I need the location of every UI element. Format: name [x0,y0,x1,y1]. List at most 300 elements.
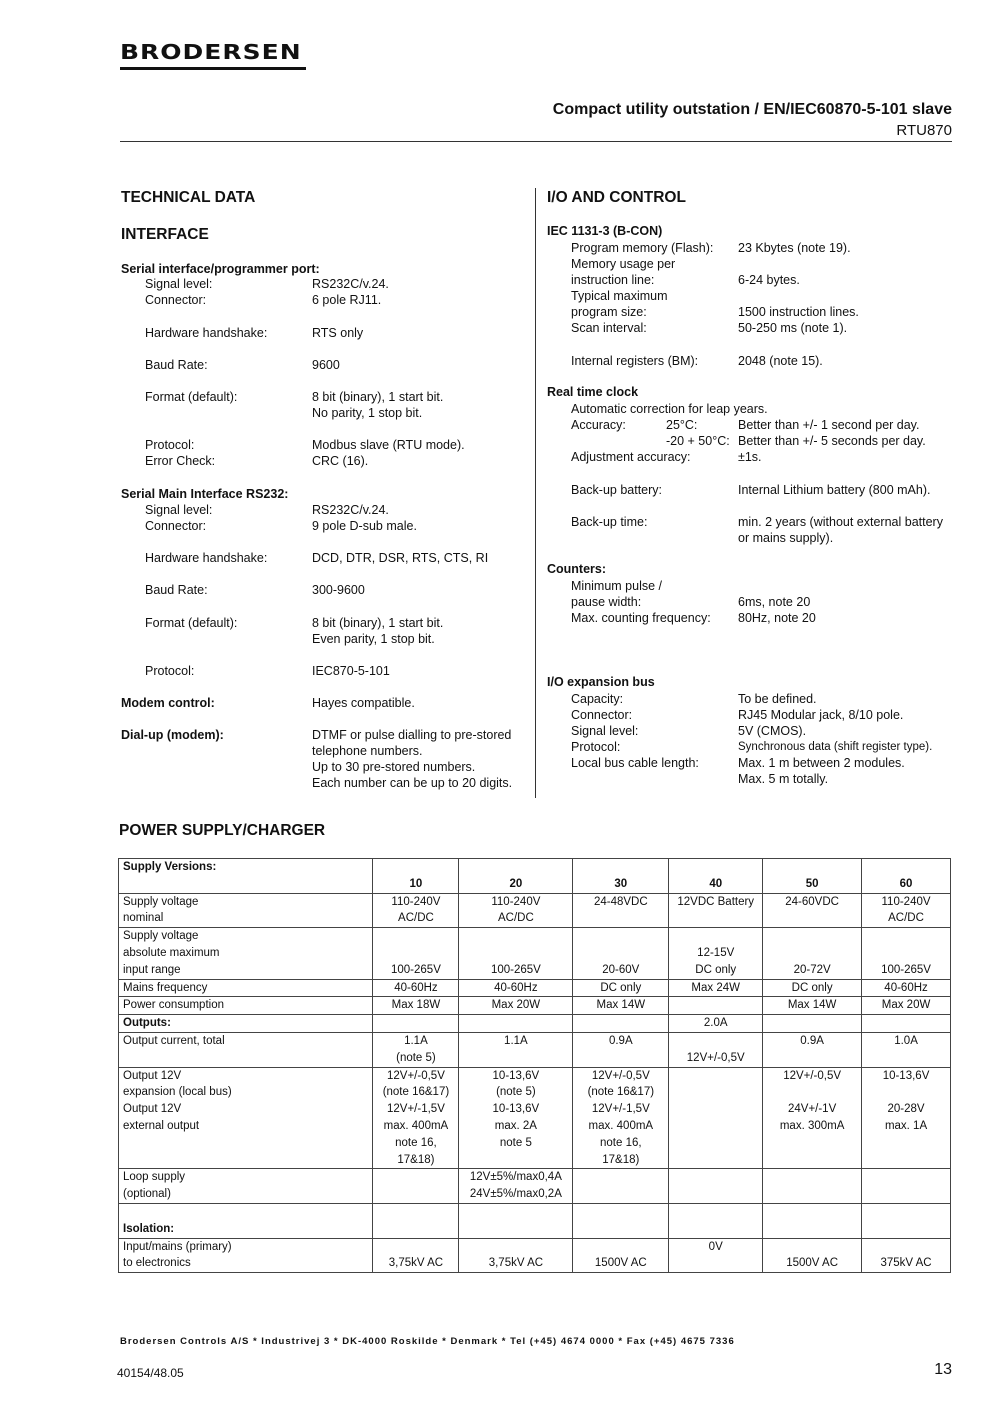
section-heading-technical-data: TECHNICAL DATA [121,189,256,206]
cell-line: 24V±5%/max0,2A [469,1188,562,1201]
spec-value: 2048 (note 15). [738,354,823,368]
cell-line: 20-72V [793,963,831,976]
cell-line [463,928,568,945]
table-cell [763,1015,862,1033]
version-column-header [573,859,669,894]
cell-line: 1.0A [894,1034,918,1047]
spec-label: pause width: [571,595,642,609]
cell-line: 24-48VDC [593,895,648,908]
cell-line [673,1204,758,1221]
cell-line: (note 5) [396,1051,436,1064]
cell-line: DC only [600,981,642,994]
cell-line [673,928,758,945]
cell-line: expansion (local bus) [123,1086,232,1099]
table-cell [373,1015,459,1033]
spec-label: Connector: [145,293,207,307]
table-cell [573,1169,669,1204]
spec-label: Internal registers (BM): [571,354,699,368]
table-cell [373,893,459,928]
cell-line [673,997,758,1014]
table-cell [669,997,763,1015]
row-label [119,1067,373,1169]
spec-label: Connector: [145,519,207,533]
cell-line: Max 18W [391,999,441,1012]
table-row [119,1169,951,1204]
spec-label: program size: [571,305,647,319]
table-cell [763,1238,862,1273]
cell-line: max. 400mA [383,1119,449,1132]
spec-value: IEC870-5-101 [312,664,390,678]
subheading-io-expansion-bus: I/O expansion bus [547,675,655,689]
cell-line: 17&18) [602,1153,640,1166]
spec-value: 1500 instruction lines. [738,305,859,319]
cell-line: 1.1A [504,1034,528,1047]
row-label [119,1169,373,1204]
cell-line: Max 24W [691,981,740,994]
table-cell [459,1169,573,1204]
page-number: 13 [934,1361,952,1378]
table-cell [573,1238,669,1273]
table-row [119,1015,951,1033]
cell-line: 100-265V [490,963,541,976]
cell-line [377,1169,454,1186]
table-cell [763,893,862,928]
section-heading-interface: INTERFACE [121,226,209,243]
spec-value: Modbus slave (RTU mode). [312,438,465,452]
cell-line: 0.9A [608,1034,633,1047]
table-row [119,893,951,928]
cell-line: 12V+/-0,5V [686,1051,745,1064]
cell-line [767,928,857,945]
spec-value: 300-9600 [312,583,365,597]
table-row [119,997,951,1015]
spec-label: Baud Rate: [145,583,208,597]
version-number: 10 [409,877,423,890]
spec-label: Error Check: [145,454,216,468]
cell-line: 10-13,6V [492,1069,540,1082]
cell-line [463,1204,568,1221]
table-cell [459,893,573,928]
spec-label: Protocol: [571,740,621,754]
table-cell [669,1238,763,1273]
company-logo: BRODERSEN [120,40,302,64]
cell-line [673,1255,758,1272]
spec-label: Hardware handshake: [145,326,268,340]
cell-line: Output 12V [123,1103,182,1116]
cell-line: 100-265V [391,963,441,976]
cell-line [767,1169,857,1186]
version-column-header [862,859,951,894]
table-cell [763,979,862,997]
version-column-header [763,859,862,894]
cell-line: 0V [708,1240,723,1253]
table-cell [669,1067,763,1169]
cell-line [577,1169,664,1186]
accuracy-temp: -20 + 50°C: [666,434,730,448]
table-cell [459,1203,573,1238]
cell-line: 20-28V [887,1103,925,1116]
document-title: Compact utility outstation / EN/IEC60870-5-101 slave [552,101,952,118]
cell-line [866,1169,946,1186]
cell-line: 1.1A [404,1034,428,1047]
cell-line: (note 16&17) [382,1086,450,1099]
modem-control-value: Hayes compatible. [312,696,415,710]
table-cell [459,1032,573,1067]
spec-value: Max. 5 m totally. [738,772,829,786]
cell-line: 40-60Hz [494,981,538,994]
table-cell [459,1067,573,1169]
dialup-label: Dial-up (modem): [121,728,224,742]
table-row [119,1067,951,1169]
cell-line: Max 14W [596,999,646,1012]
dialup-line: telephone numbers. [312,744,423,758]
spec-label: Format (default): [145,616,238,630]
cell-line: 375kV AC [880,1257,932,1270]
cell-line: max. 300mA [779,1119,845,1132]
subheading-real-time-clock: Real time clock [547,385,639,399]
cell-line: 12V±5%/max0,4A [469,1171,562,1184]
cell-line [767,945,857,962]
spec-value: CRC (16). [312,454,369,468]
cell-line: AC/DC [497,912,534,925]
table-row [119,979,951,997]
cell-line: to electronics [123,1257,191,1270]
cell-line [866,1239,946,1256]
spec-value: RS232C/v.24. [312,503,389,517]
row-label [119,928,373,979]
spec-value: 5V (CMOS). [738,724,807,738]
table-cell [669,979,763,997]
table-cell [373,979,459,997]
spec-value: 50-250 ms (note 1). [738,321,848,335]
spec-value: Internal Lithium battery (800 mAh). [738,483,931,497]
product-code: RTU870 [896,122,952,139]
spec-value: ±1s. [738,450,762,464]
table-cell [669,1015,763,1033]
cell-line: (note 5) [496,1086,536,1099]
table-cell [862,1032,951,1067]
cell-line: 12V+/-1,5V [591,1103,650,1116]
table-cell [763,1169,862,1204]
subheading-counters: Counters: [547,562,607,576]
table-cell [573,1203,669,1238]
spec-label: Protocol: [145,438,195,452]
version-column-header [669,859,763,894]
table-header-row [119,859,951,894]
table-cell [573,1032,669,1067]
cell-line: Max 20W [491,999,541,1012]
table-cell [669,893,763,928]
cell-line: 110-240V [491,895,541,908]
cell-line: (note 16&17) [587,1086,655,1099]
cell-line: Input/mains (primary) [123,1240,232,1253]
cell-line [377,1015,454,1032]
modem-control-label: Modem control: [121,696,215,710]
cell-line: 12VDC Battery [677,895,755,908]
cell-line: 17&18) [397,1153,435,1166]
table-cell [862,979,951,997]
cell-line: 10-13,6V [882,1069,930,1082]
spec-value: No parity, 1 stop bit. [312,406,423,420]
spec-value: 9 pole D-sub male. [312,519,417,533]
table-row [119,1238,951,1273]
subheading-serial-main-interface: Serial Main Interface RS232: [121,487,289,501]
cell-line: 1500V AC [786,1257,839,1270]
spec-value: Even parity, 1 stop bit. [312,632,435,646]
cell-line: 12V+/-1,5V [387,1103,445,1116]
cell-line: 1500V AC [594,1257,647,1270]
table-cell [862,1169,951,1204]
table-cell [573,928,669,979]
subheading-iec-1131: IEC 1131-3 (B-CON) [547,224,663,238]
table-cell [669,928,763,979]
version-number: 60 [899,877,913,890]
cell-line: 12-15V [697,946,735,959]
spec-value: 6ms, note 20 [738,595,811,609]
row-label [119,979,373,997]
cell-line: external output [123,1119,200,1132]
table-cell [373,1238,459,1273]
spec-value: Max. 1 m between 2 modules. [738,756,905,770]
spec-value: DCD, DTR, DSR, RTS, CTS, RI [312,551,489,565]
cell-line: AC/DC [398,912,434,925]
cell-line [463,945,568,962]
row-label [119,1238,373,1273]
cell-line: 40-60Hz [884,981,928,994]
table-cell [459,928,573,979]
table-cell [573,979,669,997]
spec-label: Format (default): [145,390,238,404]
spec-label: Memory usage per [571,257,676,271]
spec-label: Program memory (Flash): [571,241,714,255]
cell-line: Power consumption [123,999,224,1012]
cell-line: Max 14W [787,999,837,1012]
cell-line [577,1239,664,1256]
table-cell [573,893,669,928]
table-cell [862,1015,951,1033]
cell-line: note 16, [395,1136,437,1149]
supply-versions-header [119,859,373,894]
accuracy-temp: 25°C: [666,418,698,432]
row-label [119,1015,373,1033]
row-label [119,1203,373,1238]
cell-line [767,1084,857,1101]
spec-label: Back-up time: [571,515,648,529]
spec-value: 23 Kbytes (note 19). [738,241,851,255]
spec-label: Signal level: [145,277,213,291]
spec-value: 80Hz, note 20 [738,611,816,625]
spec-value: Synchronous data (shift register type). [738,741,933,753]
table-cell [669,1032,763,1067]
subheading-serial-programmer-port: Serial interface/programmer port: [121,262,320,276]
table-cell [459,997,573,1015]
cell-line [866,928,946,945]
version-number: 20 [509,877,523,890]
cell-line [377,1239,454,1256]
cell-line: Isolation: [123,1222,175,1235]
cell-line: Output 12V [123,1069,182,1082]
table-cell [669,1169,763,1204]
table-cell [459,1238,573,1273]
spec-label: Scan interval: [571,321,647,335]
cell-line: 110-240V [391,895,441,908]
cell-line: Supply voltage [123,895,199,908]
cell-line: nominal [123,912,164,925]
table-cell [459,979,573,997]
cell-line: DC only [695,963,737,976]
cell-line [377,928,454,945]
cell-line [673,1068,758,1085]
table-cell [763,997,862,1015]
cell-line: input range [123,963,181,976]
table-cell [862,997,951,1015]
dialup-line: Each number can be up to 20 digits. [312,776,513,790]
spec-value: Better than +/- 5 seconds per day. [738,434,926,448]
table-row [119,928,951,979]
cell-line [866,1015,946,1032]
spec-label: Typical maximum [571,289,668,303]
cell-line [577,1015,664,1032]
spec-label: instruction line: [571,273,655,287]
header-divider [120,141,952,142]
section-heading-io-control: I/O AND CONTROL [547,189,686,206]
cell-line: 24-60VDC [785,895,839,908]
spec-label: Max. counting frequency: [571,611,711,625]
table-cell [373,1203,459,1238]
cell-line: Mains frequency [123,981,208,994]
table-cell [862,928,951,979]
table-cell [763,1067,862,1169]
cell-line [463,1015,568,1032]
table-cell [373,997,459,1015]
spec-value: Better than +/- 1 second per day. [738,418,920,432]
cell-line: 40-60Hz [394,981,438,994]
table-cell [573,997,669,1015]
cell-line [767,1239,857,1256]
power-supply-table [118,858,951,1273]
spec-value: 6 pole RJ11. [312,293,382,307]
table-cell [373,1169,459,1204]
cell-line: 12V+/-0,5V [591,1069,650,1082]
cell-line: max. 1A [884,1119,928,1132]
spec-label: Local bus cable length: [571,756,699,770]
supply-versions-label: Supply Versions: [123,861,217,873]
spec-label: Connector: [571,708,633,722]
table-cell [669,1203,763,1238]
cell-line: Supply voltage [123,930,199,943]
cell-line [866,1084,946,1101]
column-divider [535,188,536,798]
table-cell [763,928,862,979]
table-row [119,1203,951,1238]
cell-line: Output current, total [123,1034,225,1047]
cell-line: 20-60V [602,963,640,976]
spec-value: RJ45 Modular jack, 8/10 pole. [738,708,904,722]
version-number: 30 [614,877,628,890]
table-cell [763,1203,862,1238]
cell-line: Loop supply [123,1171,186,1184]
version-column-header [373,859,459,894]
table-cell [373,1032,459,1067]
cell-line: absolute maximum [123,946,220,959]
spec-label: Signal level: [571,724,639,738]
spec-label: Adjustment accuracy: [571,450,691,464]
table-cell [573,1067,669,1169]
cell-line [767,1015,857,1032]
dialup-line: Up to 30 pre-stored numbers. [312,760,476,774]
cell-line [866,945,946,962]
logo-underline [120,67,306,70]
cell-line: 24V+/-1V [787,1103,837,1116]
cell-line [866,1204,946,1221]
cell-line: 10-13,6V [492,1103,540,1116]
spec-value: min. 2 years (without external battery [738,515,943,529]
spec-label: Capacity: [571,692,624,706]
cell-line: max. 2A [494,1119,537,1132]
rtc-auto-correction: Automatic correction for leap years. [571,402,768,416]
cell-line [377,945,454,962]
table-cell [862,1238,951,1273]
cell-line: DC only [791,981,833,994]
row-label [119,1032,373,1067]
cell-line [377,1204,454,1221]
row-label [119,997,373,1015]
table-row [119,1032,951,1067]
spec-label: Hardware handshake: [145,551,268,565]
cell-line [463,1239,568,1256]
cell-line: 12V+/-0,5V [387,1069,445,1082]
cell-line: max. 400mA [588,1119,654,1132]
table-cell [862,893,951,928]
company-address-footer: Brodersen Controls A/S * Industrivej 3 * DK-4000 Roskilde * Denmark * Tel (+45) 4674 0000 * Fax (+45) 4675 7336 [120,1336,735,1347]
spec-value: 8 bit (binary), 1 start bit. [312,390,444,404]
table-cell [373,1067,459,1169]
cell-line: 3,75kV AC [488,1257,544,1270]
table-cell [459,1015,573,1033]
cell-line: 110-240V [881,895,931,908]
cell-line [123,1204,368,1221]
cell-line: 100-265V [881,963,931,976]
spec-label: Minimum pulse / [571,579,662,593]
spec-value: RS232C/v.24. [312,277,389,291]
version-number: 40 [709,877,723,890]
spec-value: 6-24 bytes. [738,273,800,287]
cell-line: Max 20W [881,999,931,1012]
spec-label: Back-up battery: [571,483,663,497]
cell-line: 2.0A [703,1017,728,1030]
row-label [119,893,373,928]
table-cell [862,1203,951,1238]
document-number: 40154/48.05 [117,1366,184,1380]
cell-line [673,1169,758,1186]
cell-line: 12V+/-0,5V [783,1069,842,1082]
spec-value: RTS only [312,326,364,340]
spec-label: Accuracy: [571,418,626,432]
cell-line [577,1204,664,1221]
cell-line: note 5 [499,1136,532,1149]
spec-label: Signal level: [145,503,213,517]
cell-line: 0.9A [800,1034,824,1047]
table-cell [763,1032,862,1067]
version-number: 50 [805,877,819,890]
spec-label: Baud Rate: [145,358,208,372]
table-cell [573,1015,669,1033]
cell-line: Outputs: [123,1017,171,1030]
cell-line: note 16, [600,1136,642,1149]
cell-line [577,928,664,945]
cell-line [767,1204,857,1221]
spec-value: 9600 [312,358,340,372]
